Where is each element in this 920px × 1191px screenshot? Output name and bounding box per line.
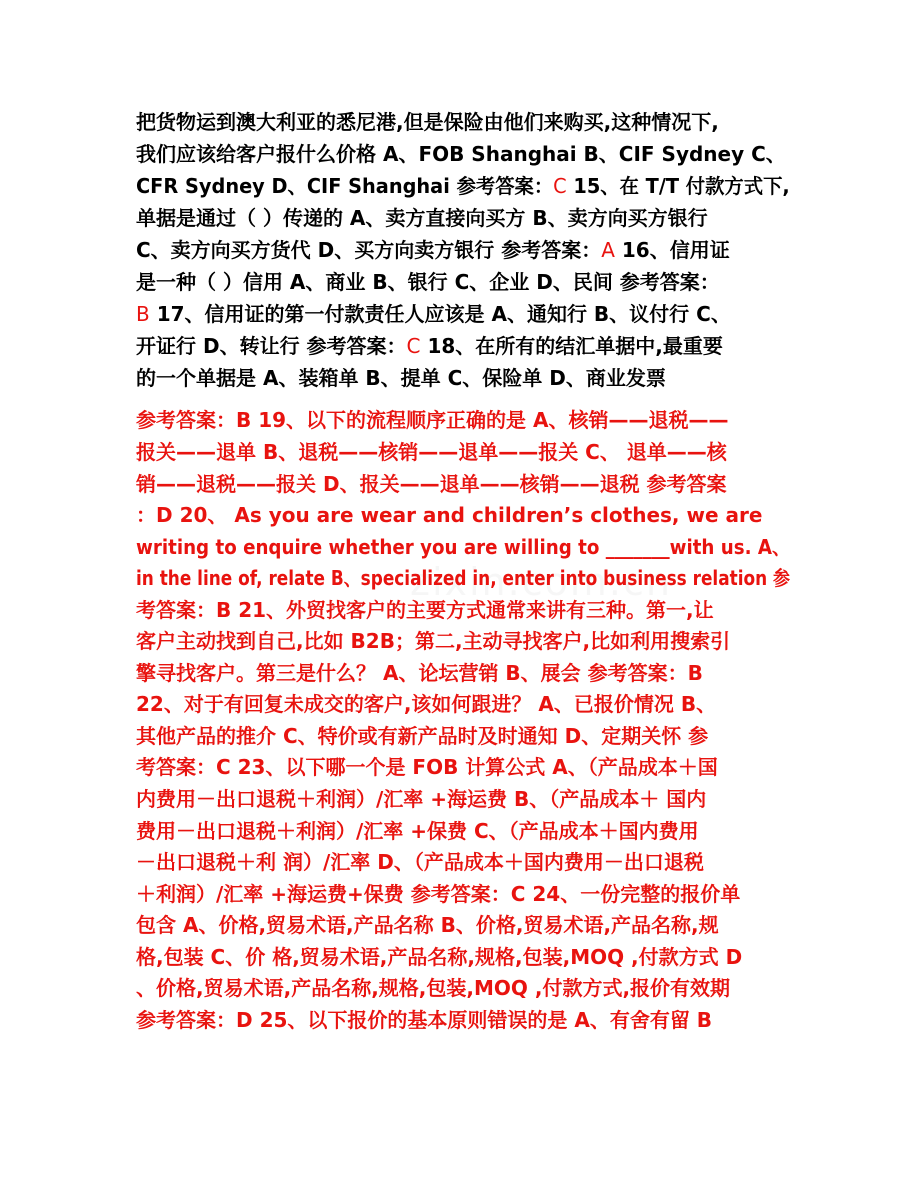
- text-line-content: CFR Sydney D、CIF Shanghai 参考答案：: [136, 174, 554, 198]
- text-line: [136, 138, 786, 170]
- red-text-line: 擎寻找客户。第三是什么？ A、论坛营销 B、展会 参考答案：B: [136, 661, 703, 685]
- text-line: [136, 106, 719, 138]
- red-text-line: in the line of, relate B、specialized in, enter into business relation 参: [136, 566, 790, 590]
- text-line: [136, 202, 708, 234]
- red-text-line: 费用－出口退税＋利润）/汇率 +保费 C、（产品成本＋国内费用: [136, 819, 699, 843]
- text-line-content: 18、在所有的结汇单据中,最重要: [420, 334, 723, 358]
- red-text-line: 格,包装 C、价 格,贸易术语,产品名称,规格,包装,MOQ ,付款方式 D: [136, 945, 743, 969]
- red-text-line: 内费用－出口退税＋利润）/汇率 +海运费 B、（产品成本＋ 国内: [136, 787, 707, 811]
- text-line: [136, 298, 731, 330]
- text-line-content: 把货物运到澳大利亚的悉尼港,但是保险由他们来购买,这种情况下,: [136, 110, 719, 134]
- red-text-line: 参考答案：D 25、以下报价的基本原则错误的是 A、有舍有留 B: [136, 1008, 713, 1032]
- red-text-line: 考答案：C 23、以下哪一个是 FOB 计算公式 A、（产品成本＋国: [136, 755, 718, 779]
- text-line-content: 开证行 D、转让行 参考答案：: [136, 334, 407, 358]
- red-text-line: ：D 20、 As you are wear and children’s clothes, we are: [136, 503, 763, 527]
- red-text-line: 客户主动找到自己,比如 B2B；第二,主动寻找客户,比如利用搜索引: [136, 629, 731, 653]
- red-text-line: 包含 A、价格,贸易术语,产品名称 B、价格,贸易术语,产品名称,规: [136, 913, 719, 937]
- red-text-line: 考答案：B 21、外贸找客户的主要方式通常来讲有三种。第一,让: [136, 598, 714, 622]
- red-text-line: 参考答案：B 19、以下的流程顺序正确的是 A、核销——退税——: [136, 408, 729, 432]
- red-text-line: writing to enquire whether you are willing to _______with us. A、: [136, 535, 791, 559]
- red-text-line: －出口退税＋利 润）/汇率 D、（产品成本＋国内费用－出口退税: [136, 850, 704, 874]
- red-text-line: ＋利润）/汇率 +海运费+保费 参考答案：C 24、一份完整的报价单: [136, 882, 741, 906]
- text-line: [136, 362, 666, 394]
- red-text-line: 22、对于有回复未成交的客户,该如何跟进？ A、已报价情况 B、: [136, 692, 717, 716]
- answer-letter: C: [406, 334, 421, 358]
- text-line: [136, 266, 720, 298]
- text-line-content: 15、在 T/T 付款方式下,: [566, 174, 790, 198]
- text-line-content: 我们应该给客户报什么价格 A、FOB Shanghai B、CIF Sydney C、: [136, 142, 786, 166]
- text-line: [136, 330, 723, 362]
- text-line-content: 的一个单据是 A、装箱单 B、提单 C、保险单 D、商业发票: [136, 366, 666, 390]
- text-line: [136, 234, 730, 266]
- red-text-line: 、价格,贸易术语,产品名称,规格,包装,MOQ ,付款方式,报价有效期: [136, 976, 731, 1000]
- text-line-content: C、卖方向买方货代 D、买方向卖方银行 参考答案：: [136, 238, 602, 262]
- text-line-content: 17、信用证的第一付款责任人应该是 A、通知行 B、议付行 C、: [149, 302, 731, 326]
- text-line-content: 是一种（ ）信用 A、商业 B、银行 C、企业 D、民间 参考答案：: [136, 270, 720, 294]
- text-line-content: 单据是通过（ ）传递的 A、卖方直接向买方 B、卖方向买方银行: [136, 206, 708, 230]
- red-text-line: 销——退税——报关 D、报关——退单——核销——退税 参考答案: [136, 472, 727, 496]
- text-line-content: 16、信用证: [614, 238, 730, 262]
- answer-letter: A: [601, 238, 615, 262]
- red-text-line: 报关——退单 B、退税——核销——退单——报关 C、 退单——核: [136, 440, 727, 464]
- answer-letter: C: [553, 174, 567, 198]
- text-line: [136, 170, 790, 202]
- red-text-line: 其他产品的推介 C、特价或有新产品时及时通知 D、定期关怀 参: [136, 724, 709, 748]
- answer-letter: B: [136, 302, 150, 326]
